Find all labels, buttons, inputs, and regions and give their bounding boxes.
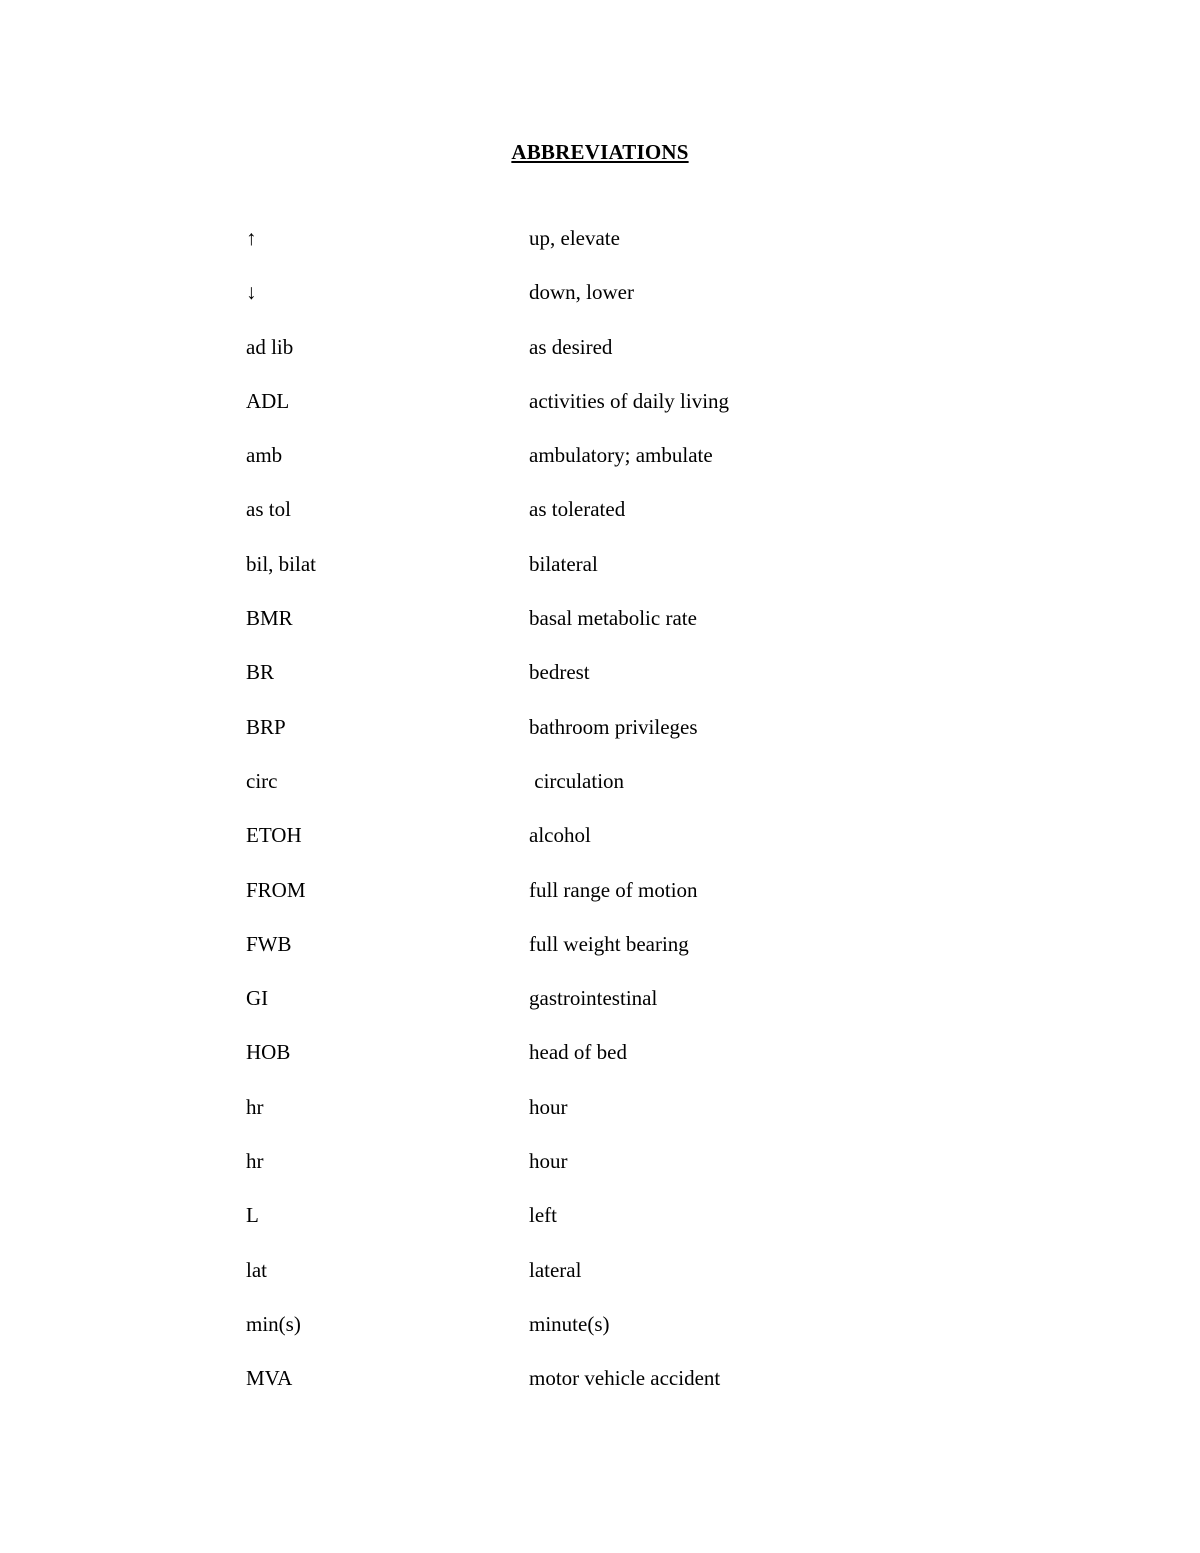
abbreviation-meaning: alcohol	[529, 823, 591, 848]
abbreviation-meaning: circulation	[529, 768, 625, 793]
abbreviation-term: MVA	[246, 1366, 293, 1391]
abbreviation-meaning: head of bed	[529, 1040, 627, 1065]
abbreviation-meaning: up, elevate	[529, 226, 620, 250]
list-item	[246, 489, 966, 543]
abbreviation-term: lat	[246, 1257, 267, 1282]
list-item	[246, 707, 966, 761]
abbreviation-meaning: activities of daily living	[529, 388, 730, 413]
abbreviation-term: hr	[246, 1149, 264, 1174]
abbreviation-meaning: hour	[529, 1094, 568, 1119]
abbreviation-meaning: bilateral	[529, 551, 598, 576]
abbreviation-term: ad lib	[246, 334, 294, 359]
abbreviation-term: bil, bilat	[246, 551, 316, 576]
abbreviation-term: ↓	[246, 280, 257, 305]
abbreviation-meaning: ambulatory; ambulate	[529, 443, 713, 468]
list-item	[246, 924, 966, 978]
list-item	[246, 1195, 966, 1249]
abbreviation-term: BR	[246, 660, 275, 685]
abbreviation-meaning: as tolerated	[529, 497, 626, 522]
list-item	[246, 218, 966, 272]
abbreviation-meaning: bathroom privileges	[529, 714, 698, 739]
abbreviation-term: ETOH	[246, 823, 302, 848]
list-item	[246, 1250, 966, 1304]
abbreviation-meaning: motor vehicle accident	[529, 1366, 721, 1391]
abbreviation-term: GI	[246, 986, 269, 1011]
abbreviation-term: amb	[246, 443, 283, 468]
abbreviation-meaning: as desired	[529, 334, 613, 359]
abbreviation-meaning: gastrointestinal	[529, 986, 658, 1011]
abbreviation-meaning: lateral	[529, 1257, 582, 1282]
abbreviation-term: as tol	[246, 497, 291, 522]
abbreviation-meaning: minute(s)	[529, 1311, 610, 1336]
abbreviation-term: ↑	[246, 226, 257, 250]
abbreviation-term: HOB	[246, 1040, 291, 1065]
abbreviation-meaning: basal metabolic rate	[529, 606, 697, 631]
list-item	[246, 652, 966, 706]
list-item	[246, 327, 966, 381]
list-item	[246, 544, 966, 598]
list-item	[246, 1087, 966, 1141]
list-item	[246, 815, 966, 869]
list-item	[246, 435, 966, 489]
abbreviation-term: FROM	[246, 877, 306, 902]
page-title: ABBREVIATIONS	[511, 140, 689, 164]
abbreviation-term: BMR	[246, 606, 293, 631]
abbreviation-term: hr	[246, 1094, 264, 1119]
abbreviation-term: BRP	[246, 714, 286, 739]
abbreviation-term: circ	[246, 768, 278, 793]
list-item	[246, 978, 966, 1032]
abbreviation-meaning: full range of motion	[529, 877, 698, 902]
abbreviation-meaning: full weight bearing	[529, 931, 689, 956]
abbreviation-meaning: bedrest	[529, 660, 590, 685]
list-item	[246, 381, 966, 435]
abbreviation-list	[246, 218, 966, 1413]
list-item	[246, 761, 966, 815]
abbreviation-meaning: left	[529, 1203, 557, 1228]
list-item	[246, 1304, 966, 1358]
abbreviation-meaning: hour	[529, 1149, 568, 1174]
abbreviation-meaning: down, lower	[529, 280, 634, 305]
list-item	[246, 1141, 966, 1195]
abbreviation-term: min(s)	[246, 1311, 301, 1336]
list-item	[246, 272, 966, 326]
list-item	[246, 1358, 966, 1412]
abbreviation-term: FWB	[246, 931, 292, 956]
list-item	[246, 598, 966, 652]
list-item	[246, 1032, 966, 1086]
abbreviation-term: L	[246, 1203, 259, 1228]
abbreviation-term: ADL	[246, 388, 290, 413]
list-item	[246, 870, 966, 924]
